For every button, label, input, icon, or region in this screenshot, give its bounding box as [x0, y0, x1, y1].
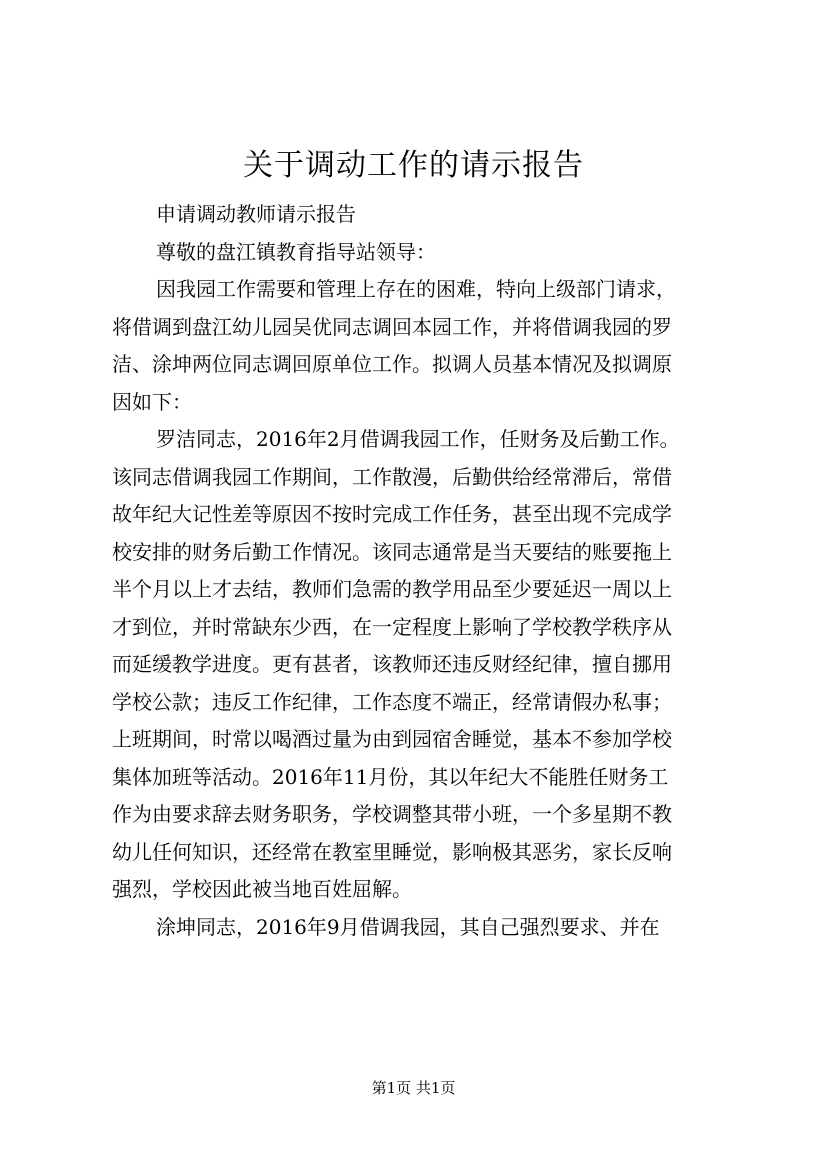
- paragraph-line: 将借调到盘江幼儿园吴优同志调回本园工作，并将借调我园的罗: [112, 314, 672, 339]
- paragraph-line: 校安排的财务后勤工作情况。该同志通常是当天要结的账要拖上: [112, 539, 672, 564]
- paragraph-line: 该同志借调我园工作期间，工作散漫，后勤供给经常滞后，常借: [112, 464, 672, 489]
- paragraph-line: 作为由要求辞去财务职务，学校调整其带小班，一个多星期不教: [112, 802, 672, 826]
- paragraph-line: 强烈，学校因此被当地百姓屈解。: [112, 877, 412, 901]
- paragraph-line: 集体加班等活动。2016年11月份，其以年纪大不能胜任财务工: [112, 764, 669, 789]
- paragraph-line: 才到位，并时常缺东少西，在一定程度上影响了学校教学秩序从: [112, 614, 672, 639]
- document-body: [112, 196, 732, 946]
- paragraph-line: 因如下：: [112, 389, 192, 414]
- paragraph-line: 幼儿任何知识，还经常在教室里睡觉，影响极其恶劣，家长反响: [112, 839, 672, 864]
- subtitle-line: 申请调动教师请示报告: [156, 202, 356, 226]
- document-title: 关于调动工作的请示报告: [243, 148, 584, 183]
- paragraph-line: 半个月以上才去结，教师们急需的教学用品至少要延迟一周以上: [112, 577, 672, 601]
- paragraph-line: 学校公款；违反工作纪律，工作态度不端正，经常请假办私事；: [112, 689, 672, 714]
- paragraph-line: 洁、涂坤两位同志调回原单位工作。拟调人员基本情况及拟调原: [112, 352, 672, 376]
- salutation-line: 尊敬的盘江镇教育指导站领导：: [156, 239, 436, 264]
- paragraph-line: 涂坤同志，2016年9月借调我园，其自己强烈要求、并在: [156, 914, 660, 939]
- paragraph-line: 罗洁同志，2016年2月借调我园工作，任财务及后勤工作。: [156, 427, 680, 451]
- paragraph-line: 上班期间，时常以喝酒过量为由到园宿舍睡觉，基本不参加学校: [112, 727, 672, 751]
- paragraph-line: 因我园工作需要和管理上存在的困难，特向上级部门请求，: [156, 277, 676, 301]
- paragraph-line: 故年纪大记性差等原因不按时完成工作任务，甚至出现不完成学: [112, 502, 672, 526]
- paragraph-line: 而延缓教学进度。更有甚者，该教师还违反财经纪律，擅自挪用: [112, 652, 672, 676]
- page-footer: 第1页 共1页: [371, 1079, 456, 1097]
